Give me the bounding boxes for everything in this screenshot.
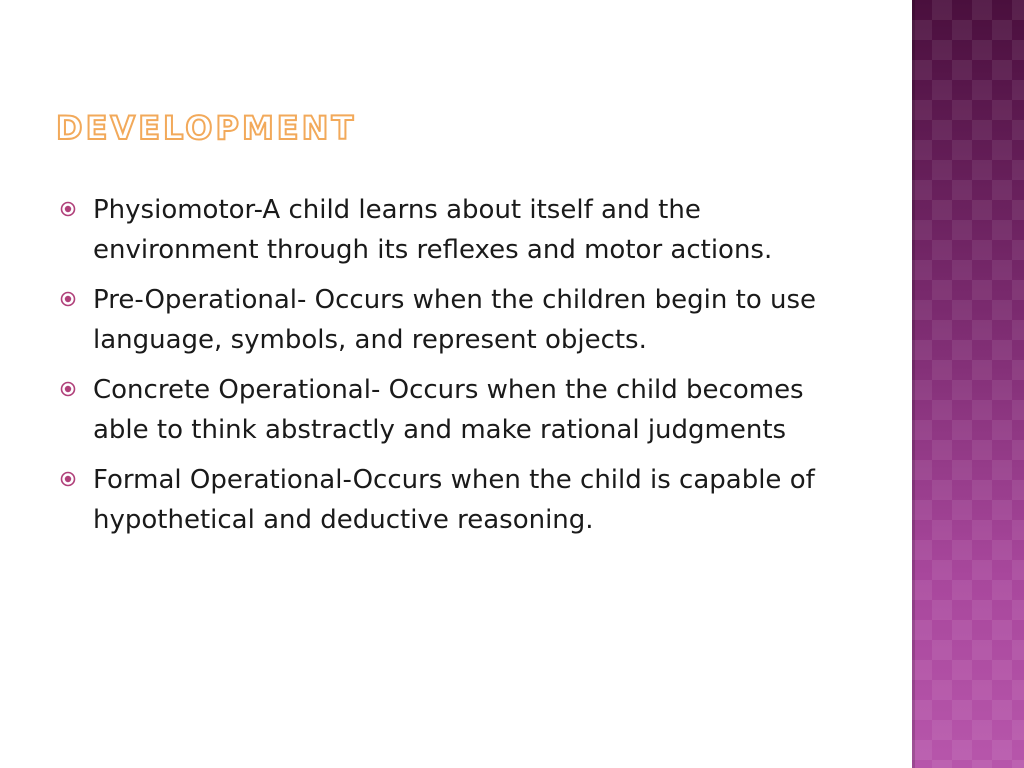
circled-dot-bullet-icon	[60, 471, 76, 487]
slide-title: development	[56, 96, 357, 150]
decorative-side-band	[912, 0, 1024, 768]
bullet-text: Pre-Operational- Occurs when the children begin to use language, symbols, and represent objects.	[93, 285, 817, 355]
bullet-list	[60, 190, 860, 550]
circled-dot-bullet-icon	[60, 201, 76, 217]
list-item	[60, 190, 860, 270]
circled-dot-bullet-icon	[60, 381, 76, 397]
list-item	[60, 370, 860, 450]
list-item	[60, 460, 860, 540]
bullet-text: Formal Operational-Occurs when the child is capable of hypothetical and deductive reasoning.	[93, 465, 815, 535]
list-item	[60, 280, 860, 360]
bullet-text: Concrete Operational- Occurs when the child becomes able to think abstractly and make rational judgments	[93, 375, 804, 445]
circled-dot-bullet-icon	[60, 291, 76, 307]
bullet-text: Physiomotor-A child learns about itself and the environment through its reflexes and motor actions.	[93, 195, 773, 265]
